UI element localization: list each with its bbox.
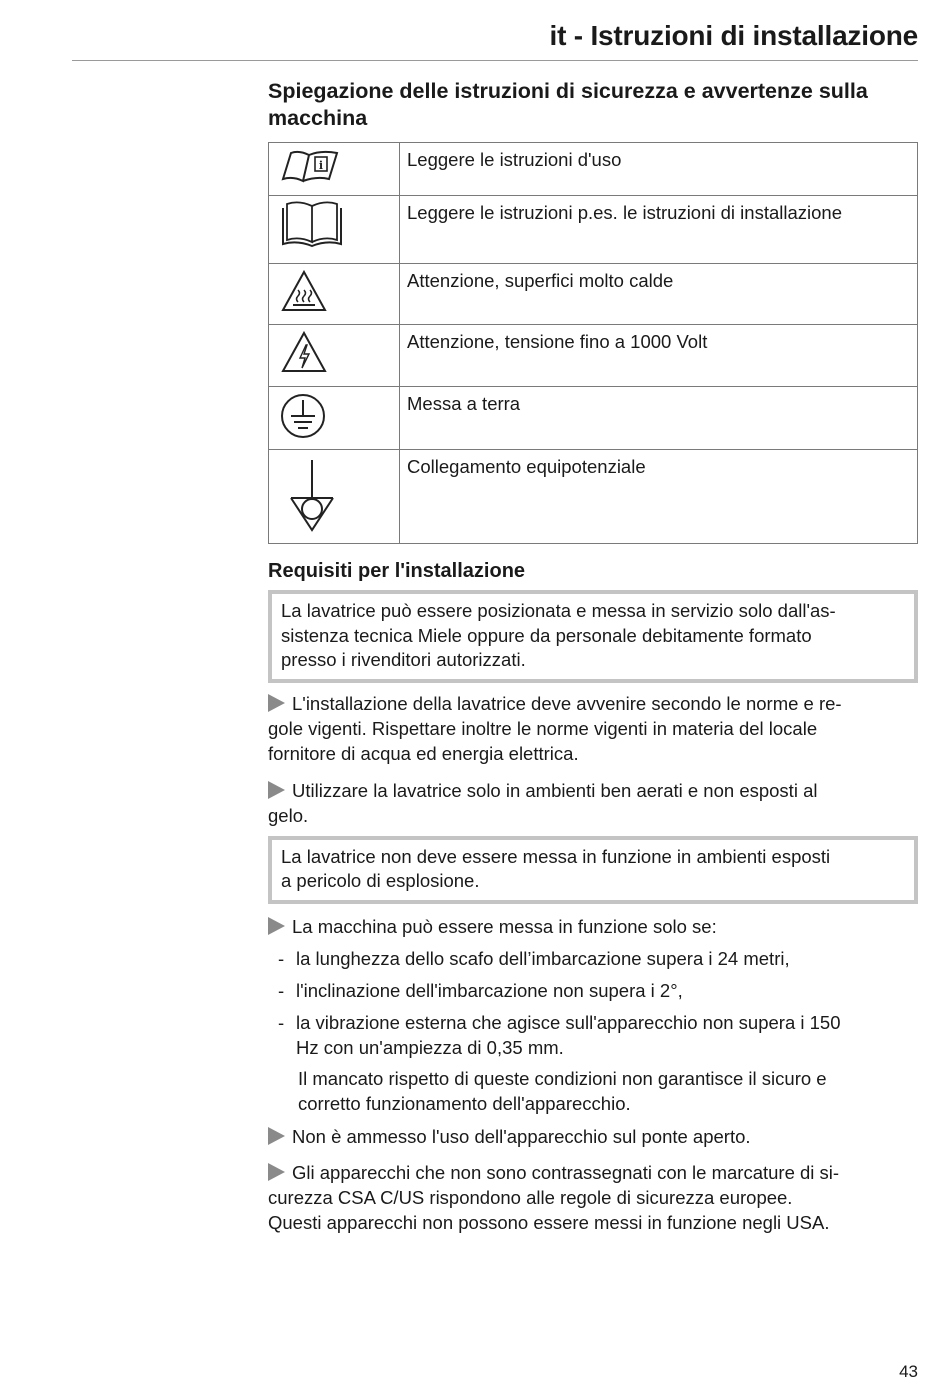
open-book-icon [269,196,399,258]
symbol-cell [269,143,400,196]
symbols-section-heading [268,78,918,132]
paragraph-line: L'installazione della lavatrice deve avvenire secondo le norme e re- [292,692,842,714]
arrow-bullet-icon [268,694,285,712]
paragraph-line: Questi apparecchi non possono essere messi in funzione negli USA. [268,1211,830,1233]
symbol-description: Attenzione, superfici molto calde [400,264,918,325]
symbol-description: Attenzione, tensione fino a 1000 Volt [400,325,918,387]
paragraph-line: La macchina può essere messa in funzione solo se: [292,915,717,937]
dash-marker: - [278,1011,285,1033]
symbol-cell [269,196,400,264]
arrow-bullet-icon [268,781,285,799]
arrow-bullet-icon [268,1127,285,1145]
heading-line-2: macchina [268,106,368,130]
paragraph-line: gole vigenti. Rispettare inoltre le norme vigenti in materia del locale [268,717,818,739]
table-row [269,264,918,325]
equipotential-bonding-icon [269,450,399,540]
high-voltage-warning-icon [269,325,399,383]
note-line: La lavatrice non deve essere messa in funzione in ambienti esposti [281,845,831,867]
symbol-description: Leggere le istruzioni p.es. le istruzioni di installazione [400,196,918,264]
paragraph-line: fornitore di acqua ed energia elettrica. [268,742,579,764]
header-divider [72,60,918,61]
list-item [268,978,918,1003]
table-row [269,450,918,544]
dash-marker: - [278,947,285,969]
instruction-paragraph [268,691,918,766]
table-row [269,196,918,264]
paragraph-line: Gli apparecchi che non sono contrassegnati con le marcature di si- [292,1161,840,1183]
note-line: La lavatrice può essere posizionata e messa in servizio solo dall'as- [281,600,836,621]
instruction-paragraph [268,1124,918,1149]
info-note-box [268,590,918,683]
paragraph-line: Il mancato rispetto di queste condizioni non garantisce il sicuro e [298,1067,827,1089]
symbol-description: Messa a terra [400,387,918,450]
list-item-text: l'inclinazione dell'imbarcazione non supera i 2°, [296,979,683,1001]
warning-note-box [268,836,918,904]
list-item [268,946,918,971]
arrow-bullet-icon [268,1163,285,1181]
book-info-icon [269,143,399,189]
note-line: a pericolo di esplosione. [281,870,480,891]
table-row [269,325,918,387]
note-line: sistenza tecnica Miele oppure da personale debitamente formato [281,624,812,646]
symbol-cell [269,387,400,450]
page-header-title: it - Istruzioni di installazione [549,20,918,51]
heading-line-1: Spiegazione delle istruzioni di sicurezza e avvertenze sulla [268,79,868,103]
note-line: presso i rivenditori autorizzati. [281,649,526,670]
svg-text:i: i [318,159,324,172]
main-content [268,78,918,1235]
symbols-table [268,142,918,544]
table-row [269,387,918,450]
conditions-note [268,1066,918,1116]
conditions-list [268,946,918,1060]
paragraph-line: Non è ammesso l'uso dell'apparecchio sul ponte aperto. [292,1125,751,1147]
instruction-paragraph [268,778,918,828]
arrow-bullet-icon [268,917,285,935]
hot-surface-warning-icon [269,264,399,322]
dash-marker: - [278,979,285,1001]
symbol-description: Leggere le istruzioni d'uso [400,143,918,196]
table-row [269,143,918,196]
instruction-paragraph [268,914,918,939]
list-item [268,1010,918,1060]
requirements-heading: Requisiti per l'installazione [268,560,526,582]
instruction-paragraph [268,1160,918,1235]
symbol-cell [269,264,400,325]
list-item-text: la vibrazione esterna che agisce sull'apparecchio non supera i 150 [296,1011,841,1033]
list-item-text: Hz con un'ampiezza di 0,35 mm. [296,1036,564,1058]
symbol-cell [269,325,400,387]
paragraph-line: corretto funzionamento dell'apparecchio. [298,1092,631,1114]
protective-earth-icon [269,387,399,447]
symbol-description: Collegamento equipotenziale [400,450,918,544]
list-item-text: la lunghezza dello scafo dell’imbarcazione supera i 24 metri, [296,947,790,969]
paragraph-line: curezza CSA C/US rispondono alle regole di sicurezza europee. [268,1186,793,1208]
paragraph-line: Utilizzare la lavatrice solo in ambienti ben aerati e non esposti al [292,779,818,801]
page-number: 43 [899,1362,918,1381]
paragraph-line: gelo. [268,804,309,826]
symbol-cell [269,450,400,544]
